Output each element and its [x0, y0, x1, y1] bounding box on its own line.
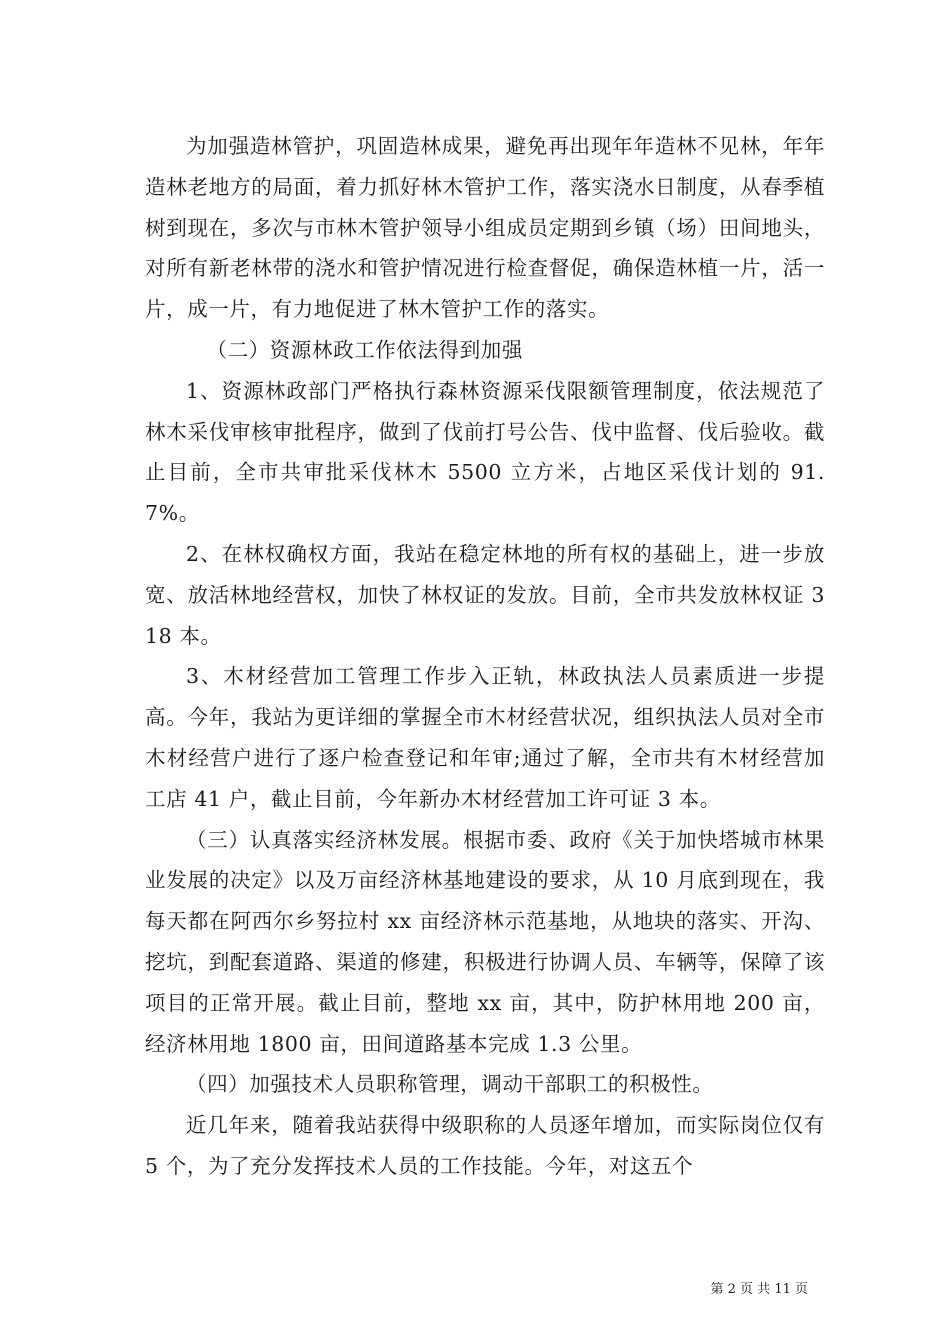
paragraph-logging-quota: 1、资源林政部门严格执行森林资源采伐限额管理制度，依法规范了林木采伐审核审批程序，做到了伐前打号公告、伐中监督、伐后验收。截止目前，全市共审批采伐林木 5500 立方米，占地区采伐计划的 91.7%。 [145, 378, 825, 526]
paragraph-forest-rights: 2、在林权确权方面，我站在稳定林地的所有权的基础上，进一步放宽、放活林地经营权，加快了林权证的发放。目前，全市共发放林权证 318 本。 [145, 541, 825, 648]
page-number-footer: 第 2 页 共 11 页 [710, 1282, 808, 1297]
section-heading-forestry-admin: （二）资源林政工作依法得到加强 [206, 337, 523, 362]
paragraph-forest-care: 为加强造林管护，巩固造林成果，避免再出现年年造林不见林，年年造林老地方的局面，着力抓好林木管护工作，落实浇水日制度，从春季植树到现在，多次与市林木管护领导小组成员定期到乡镇（场）田间地头，对所有新老林带的浇水和管护情况进行检查督促，确保造林植一片，活一片，成一片，有力地促进了林木管护工作的落实。 [145, 134, 825, 322]
section-heading-technical-titles: （四）加强技术人员职称管理，调动干部职工的积极性。 [186, 1072, 714, 1097]
paragraph-technical-staff: 近几年来，随着我站获得中级职称的人员逐年增加，而实际岗位仅有 5 个，为了充分发挥技术人员的工作技能。今年，对这五个 [145, 1113, 825, 1178]
paragraph-timber-processing: 3、木材经营加工管理工作步入正轨，林政执法人员素质进一步提高。今年，我站为更详细的掌握全市木材经营状况，组织执法人员对全市木材经营户进行了逐户检查登记和年审;通过了解，全市共有木材经营加工店 41 户，截止目前，今年新办木材经营加工许可证 3 本。 [145, 664, 825, 811]
paragraph-economic-forest: （三）认真落实经济林发展。根据市委、政府《关于加快塔城市林果业发展的决定》以及万亩经济林基地建设的要求，从 10 月底到现在，我每天都在阿西尔乡努拉村 xx 亩经济林示范基地，从地块的落实、开沟、挖坑，到配套道路、渠道的修建，积极进行协调人员、车辆等，保障了该项目的正常开展。截止目前，整地 xx 亩，其中，防护林用地 200 亩，经济林用地 1800 亩，田间道路基本完成 1.3 公里。 [145, 827, 825, 1056]
document-body [145, 126, 825, 1187]
